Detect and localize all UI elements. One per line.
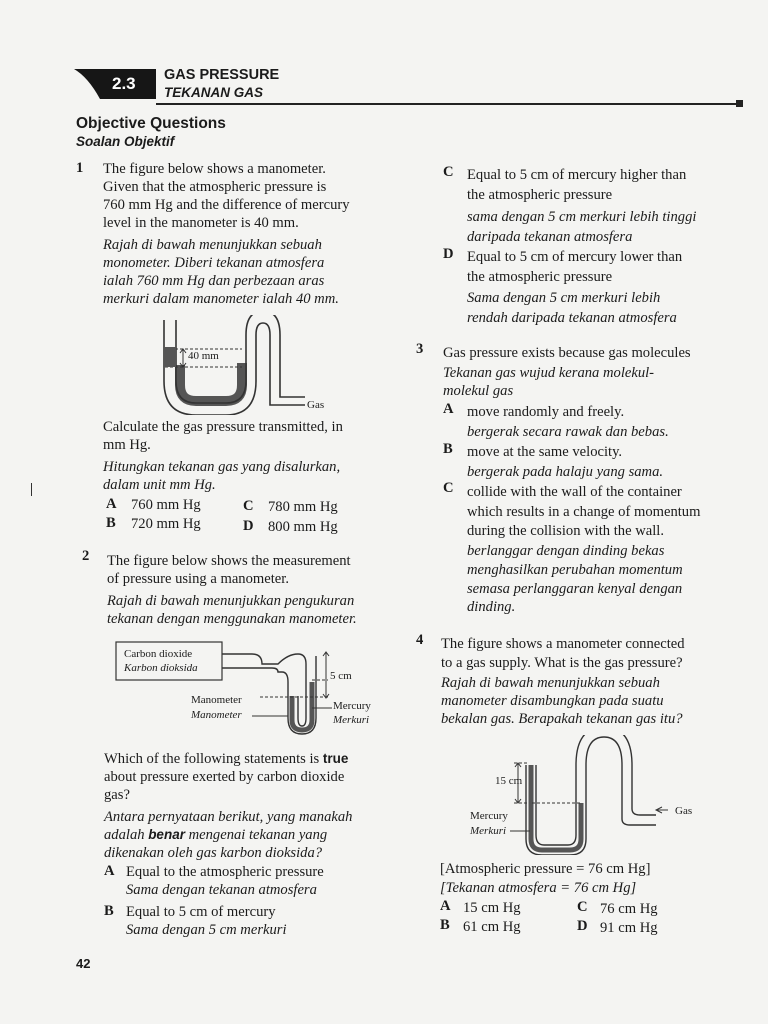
question-text: The figure below shows a manometer.: [103, 161, 326, 177]
level-difference-label: 40 mm: [188, 350, 219, 362]
section-subtitle: TEKANAN GAS: [164, 85, 264, 100]
option-text-malay: daripada tekanan atmosfera: [467, 229, 633, 245]
page-number: 42: [76, 956, 91, 971]
level-difference-label: 15 cm: [495, 775, 523, 787]
option-text-malay: bergerak secara rawak dan bebas.: [467, 424, 669, 440]
mercury-label-malay: Merkuri: [470, 825, 507, 837]
option-text-malay: sama dengan 5 cm merkuri lebih tinggi: [467, 209, 697, 225]
option-text: 15 cm Hg: [463, 900, 521, 916]
option-text: Equal to 5 cm of mercury: [126, 904, 276, 920]
manometer-label-malay: Manometer: [191, 709, 242, 721]
option-text-malay: Sama dengan tekanan atmosfera: [126, 882, 317, 898]
option-text: 61 cm Hg: [463, 919, 521, 935]
section-number: 2.3: [112, 74, 136, 93]
option-text: move randomly and freely.: [467, 404, 625, 420]
question-prompt-malay: dikenakan oleh gas karbon dioksida?: [104, 845, 323, 861]
option-text: 800 mm Hg: [268, 519, 338, 535]
question-prompt-malay: [104, 826, 327, 844]
option-text: Equal to 5 cm of mercury higher than: [467, 167, 687, 183]
option-letter: C: [443, 480, 454, 496]
option-letter: C: [243, 498, 254, 514]
option-text: the atmospheric pressure: [467, 269, 613, 285]
question-prompt-malay: Antara pernyataan berikut, yang manakah: [104, 809, 353, 825]
option-letter: C: [443, 164, 454, 180]
question-prompt: about pressure exerted by carbon dioxide: [104, 769, 345, 785]
option-text: which results in a change of momentum: [467, 504, 701, 520]
option-text: move at the same velocity.: [467, 444, 623, 460]
option-letter: B: [443, 441, 453, 457]
carbon-dioxide-label-malay: Karbon dioksida: [124, 662, 198, 674]
question-text: 760 mm Hg and the difference of mercury: [103, 197, 350, 213]
question-prompt-malay: Hitungkan tekanan gas yang disalurkan,: [103, 459, 341, 475]
mercury-label: Mercury: [333, 700, 371, 712]
question-text-malay: monometer. Diberi tekanan atmosfera: [103, 255, 325, 271]
option-letter: A: [106, 496, 117, 512]
question-text: Gas pressure exists because gas molecules: [443, 345, 691, 361]
prompt-text: mengenai tekanan yang: [184, 827, 328, 843]
option-letter: A: [104, 863, 115, 879]
option-text-malay: Sama dengan 5 cm merkuri lebih: [467, 290, 661, 306]
given-note-malay: [Tekanan atmosfera = 76 cm Hg]: [440, 880, 637, 896]
option-letter: A: [440, 898, 451, 914]
question-text: The figure below shows the measurement: [107, 553, 351, 569]
option-text: 76 cm Hg: [600, 901, 658, 917]
option-letter: B: [104, 903, 114, 919]
option-letter: D: [577, 918, 588, 934]
mercury-label-malay: Merkuri: [333, 714, 370, 726]
option-letter: D: [243, 518, 254, 534]
section-title: GAS PRESSURE: [164, 67, 280, 83]
question-text-malay: molekul gas: [443, 383, 514, 399]
heading: Objective Questions: [76, 115, 226, 132]
question-text-malay: ialah 760 mm Hg dan perbezaan aras: [103, 273, 325, 289]
option-text-malay: semasa perlanggaran kenyal dengan: [467, 581, 683, 597]
question-text: level in the manometer is 40 mm.: [103, 215, 299, 231]
level-difference-label: 5 cm: [330, 670, 352, 682]
option-text-malay: bergerak pada halaju yang sama.: [467, 464, 664, 480]
option-text: 760 mm Hg: [131, 497, 201, 513]
carbon-dioxide-label: Carbon dioxide: [124, 648, 193, 660]
question-number: 4: [416, 632, 424, 648]
given-note: [Atmospheric pressure = 76 cm Hg]: [440, 861, 651, 877]
option-text: Equal to the atmospheric pressure: [126, 864, 324, 880]
option-text: the atmospheric pressure: [467, 187, 613, 203]
prompt-text: adalah: [104, 827, 149, 843]
prompt-emphasis: true: [322, 751, 349, 766]
question-prompt: Calculate the gas pressure transmitted, in: [103, 419, 343, 435]
question-number: 1: [76, 160, 84, 176]
question-text: to a gas supply. What is the gas pressure?: [441, 655, 683, 671]
question-text-malay: tekanan dengan menggunakan manometer.: [107, 611, 357, 627]
question-number: 3: [416, 341, 424, 357]
question-text-malay: merkuri dalam manometer ialah 40 mm.: [103, 291, 339, 307]
option-text-malay: menghasilkan perubahan momentum: [467, 562, 683, 578]
question-text-malay: manometer disambungkan pada suatu: [441, 693, 664, 709]
prompt-emphasis: benar: [148, 827, 185, 842]
option-text: 720 mm Hg: [131, 516, 201, 532]
question-prompt: gas?: [104, 787, 130, 803]
option-text-malay: berlanggar dengan dinding bekas: [467, 543, 665, 559]
question-text-malay: bekalan gas. Berapakah tekanan gas itu?: [441, 711, 683, 727]
header-rule: [156, 103, 738, 105]
question-text-malay: Rajah di bawah menunjukkan sebuah: [441, 675, 660, 691]
option-letter: C: [577, 899, 588, 915]
margin-mark: [31, 483, 32, 496]
option-text: 780 mm Hg: [268, 499, 338, 515]
option-text: collide with the wall of the container: [467, 484, 682, 500]
option-text-malay: rendah daripada tekanan atmosfera: [467, 310, 677, 326]
manometer-diagram-4: [470, 735, 700, 855]
manometer-label: Manometer: [191, 694, 242, 706]
question-text-malay: Rajah di bawah menunjukkan sebuah: [103, 237, 322, 253]
gas-label: Gas: [307, 399, 325, 411]
subheading: Soalan Objektif: [76, 134, 175, 149]
section-banner: [74, 69, 156, 99]
option-letter: B: [440, 917, 450, 933]
question-prompt: [104, 750, 348, 768]
option-text: 91 cm Hg: [600, 920, 658, 936]
question-text: Given that the atmospheric pressure is: [103, 179, 327, 195]
prompt-text: Which of the following statements is: [104, 751, 320, 767]
question-text: The figure shows a manometer connected: [441, 636, 685, 652]
question-prompt: mm Hg.: [103, 437, 151, 453]
option-text: Equal to 5 cm of mercury lower than: [467, 249, 683, 265]
question-number: 2: [82, 548, 90, 564]
option-letter: B: [106, 515, 116, 531]
question-text: of pressure using a manometer.: [107, 571, 289, 587]
option-text: during the collision with the wall.: [467, 523, 664, 539]
option-letter: D: [443, 246, 454, 262]
question-prompt-malay: dalam unit mm Hg.: [103, 477, 216, 493]
question-text-malay: Tekanan gas wujud kerana molekul-: [443, 365, 655, 381]
option-letter: A: [443, 401, 454, 417]
gas-label: Gas: [675, 805, 693, 817]
option-text-malay: Sama dengan 5 cm merkuri: [126, 922, 287, 938]
mercury-label: Mercury: [470, 810, 508, 822]
option-text-malay: dinding.: [467, 599, 516, 615]
question-text-malay: Rajah di bawah menunjukkan pengukuran: [107, 593, 355, 609]
header-rule-end: [736, 100, 743, 107]
